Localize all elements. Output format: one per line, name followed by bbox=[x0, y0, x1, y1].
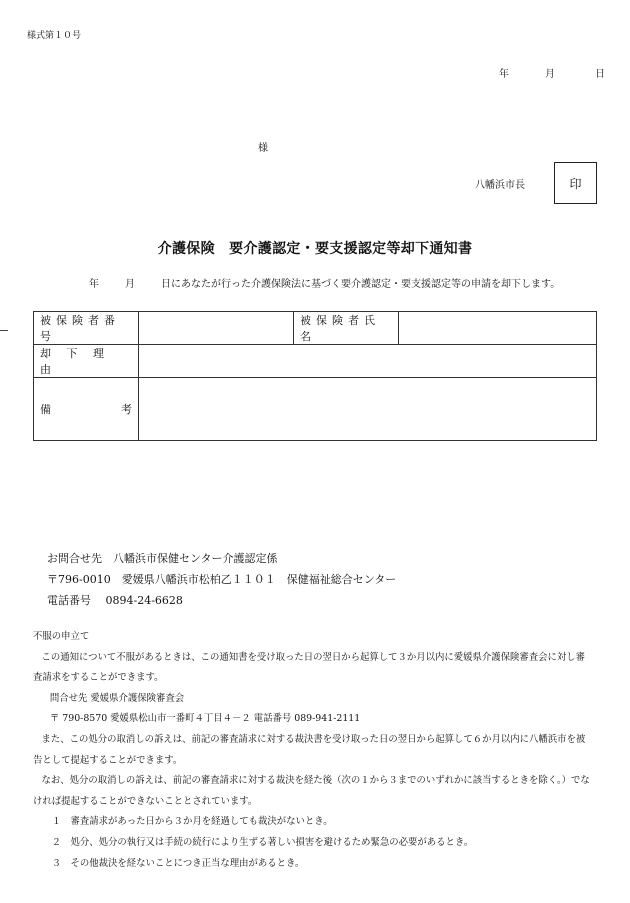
appeal-list-item: １ 審査請求があった日から３か月を経過しても裁決がないとき。 bbox=[51, 816, 333, 828]
appeal-inquiry-address: 〒 790-8570 愛媛県松山市一番町４丁目４－２ 電話番号 089-941-2111 bbox=[49, 713, 361, 725]
date-day: 日 bbox=[595, 69, 605, 80]
appeal-paragraph: なお、処分の取消しの訴えは、前記の審査請求に対する裁決を経た後（次の１から３までのいずれかに該当するときを除く。）でなければ提起することができないこととされています。 bbox=[33, 775, 590, 807]
appeal-paragraph: この通知について不服があるときは、この通知書を受け取った日の翌日から起算して３か月以内に愛媛県介護保険審査会に対し審査請求をすることができます。 bbox=[33, 651, 586, 684]
reason-label: 却 下 理 由 bbox=[34, 345, 139, 378]
intro-month: 月 bbox=[125, 279, 135, 290]
table-row bbox=[34, 312, 597, 345]
appeal-paragraph: また、この処分の取消しの訴えは、前記の審査請求に対する裁決書を受け取った日の翌日から起算して６か月以内に八幡浜市を被告として提起することができます。 bbox=[33, 733, 586, 766]
remarks-label-left: 備 bbox=[40, 403, 51, 416]
intro-year: 年 bbox=[89, 279, 99, 290]
document-title: 介護保険 要介護認定・要支援認定等却下通知書 bbox=[157, 241, 473, 257]
seal-label: 印 bbox=[569, 176, 582, 191]
reason-field[interactable] bbox=[139, 345, 597, 378]
remarks-field[interactable] bbox=[139, 378, 597, 441]
date-month: 月 bbox=[545, 69, 555, 80]
addressee-suffix: 様 bbox=[258, 143, 268, 154]
date-year: 年 bbox=[499, 69, 509, 80]
issuer-name: 八幡浜市長 bbox=[475, 180, 525, 191]
form-number: 様式第１０号 bbox=[27, 31, 82, 41]
appeal-section bbox=[33, 627, 593, 874]
contact-address: 〒796-0010 愛媛県八幡浜市松柏乙１１０１ 保健福祉総合センター bbox=[47, 573, 397, 586]
appeal-heading: 不服の申立て bbox=[33, 631, 90, 642]
info-table bbox=[33, 311, 597, 441]
appeal-inquiry-name: 問合せ先 愛媛県介護保険審査会 bbox=[49, 692, 185, 704]
appeal-list-item: ３ その他裁決を経ないことにつき正当な理由があるとき。 bbox=[51, 857, 305, 869]
contact-office: お問合せ先 八幡浜市保健センター介護認定係 bbox=[47, 552, 278, 565]
intro-sentence: 日にあなたが行った介護保険法に基づく要介護認定・要支援認定等の申請を却下します。 bbox=[161, 279, 561, 290]
contact-block bbox=[47, 548, 396, 611]
insured-name-field[interactable] bbox=[399, 312, 597, 345]
issue-date bbox=[499, 65, 605, 80]
seal-box bbox=[554, 162, 597, 204]
insured-name-label: 被保険者氏名 bbox=[294, 312, 399, 345]
remarks-label-right: 考 bbox=[121, 403, 132, 416]
margin-tick bbox=[0, 330, 8, 331]
intro-text bbox=[89, 275, 560, 290]
appeal-list-item: ２ 処分、処分の執行又は手続の続行により生ずる著しい損害を避けるため緊急の必要があるとき。 bbox=[51, 836, 474, 848]
remarks-label bbox=[34, 378, 139, 441]
contact-phone: 電話番号 0894-24-6628 bbox=[47, 594, 183, 607]
table-row bbox=[34, 378, 597, 441]
insured-number-field[interactable] bbox=[139, 312, 294, 345]
insured-number-label: 被保険者番号 bbox=[34, 312, 139, 345]
table-row bbox=[34, 345, 597, 378]
